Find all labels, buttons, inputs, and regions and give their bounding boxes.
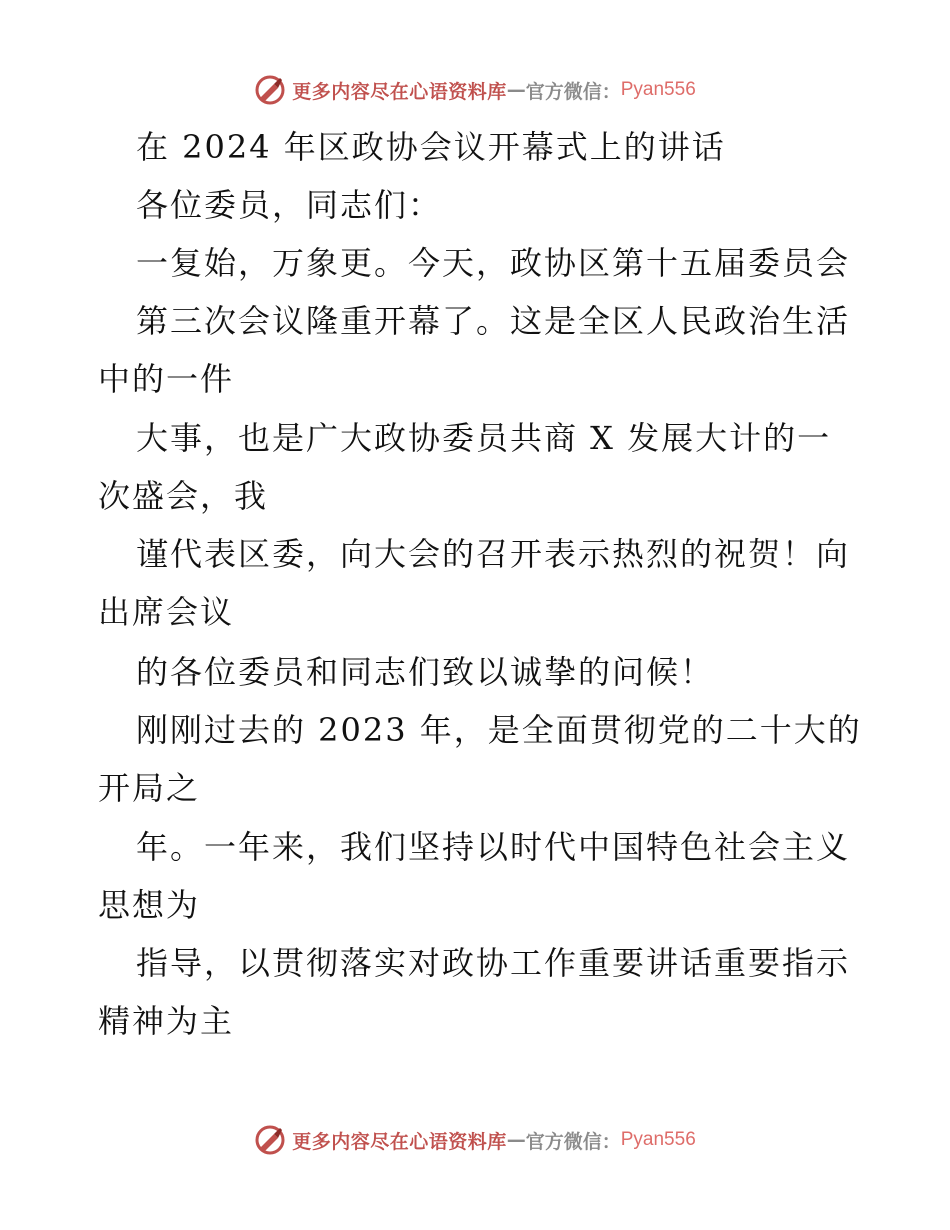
watermark-wechat-id: Pyan556 [620, 79, 696, 100]
document-line: 指导，以贯彻落实对政协工作重要讲话重要指示 [136, 944, 851, 982]
document-line: 思想为 [98, 886, 201, 924]
document-line: 开局之 [98, 769, 201, 807]
watermark-dash: — [506, 1129, 526, 1151]
watermark-title: 更多内容尽在心语资料库 [292, 1130, 507, 1153]
document-line: 的各位委员和同志们致以诚挚的问候！ [136, 653, 715, 691]
document-line: 中的一件 [98, 360, 235, 398]
document-line: 第三次会议隆重开幕了。这是全区人民政治生活 [136, 302, 851, 340]
watermark-dash: — [506, 79, 526, 101]
watermark-title: 更多内容尽在心语资料库 [292, 80, 507, 103]
watermark-wechat-label: 官方微信： [525, 80, 621, 103]
document-line: 谨代表区委，向大会的召开表示热烈的祝贺！向 [136, 535, 851, 573]
pen-logo-icon [254, 74, 286, 106]
document-line: 一复始，万象更。今天，政协区第十五届委员会 [136, 244, 851, 282]
document-line: 次盛会，我 [98, 477, 269, 515]
document-greeting: 各位委员，同志们： [136, 186, 443, 224]
watermark-wechat-id: Pyan556 [620, 1129, 696, 1150]
footer-watermark [0, 1120, 950, 1160]
document-line: 精神为主 [98, 1002, 235, 1040]
watermark-wechat-label: 官方微信： [525, 1130, 621, 1153]
document-line: 出席会议 [98, 593, 235, 631]
document-line: 刚刚过去的 2023 年，是全面贯彻党的二十大的 [136, 711, 862, 749]
document-line: 年。一年来，我们坚持以时代中国特色社会主义 [136, 828, 851, 866]
pen-logo-icon [254, 1124, 286, 1156]
document-title: 在 2024 年区政协会议开幕式上的讲话 [136, 128, 726, 166]
header-watermark [0, 70, 950, 110]
document-line: 大事，也是广大政协委员共商 X 发展大计的一 [136, 419, 832, 457]
